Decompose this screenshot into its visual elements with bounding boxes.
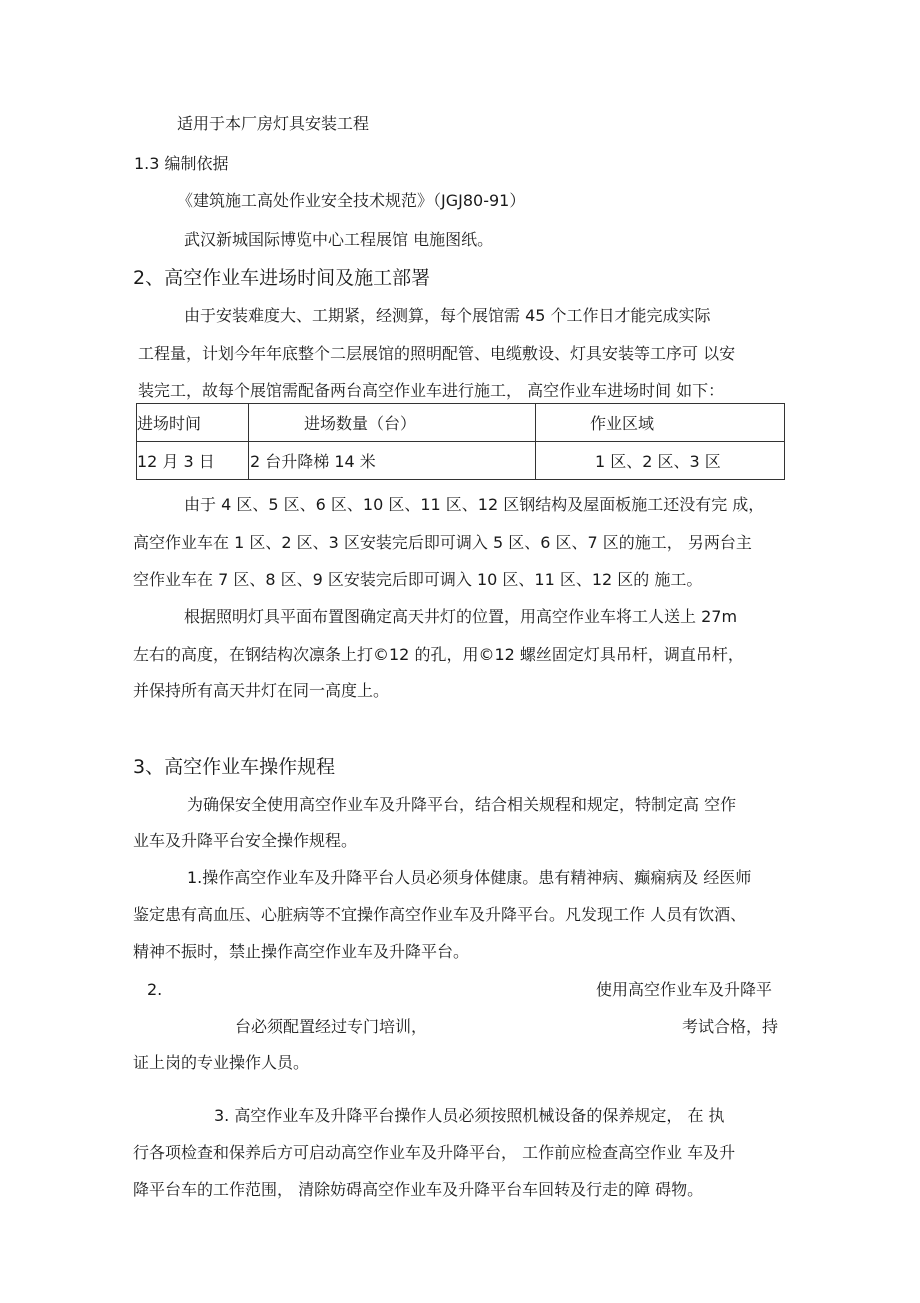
table-cell-text: 1 区、2 区、3 区 <box>595 452 721 471</box>
section-2-paragraph-1-line-1: 由于安装难度大、工期紧，经测算，每个展馆需 45 个工作日才能完成实际 <box>184 306 711 325</box>
table-cell-text: 2 台升降梯 14 米 <box>250 452 376 471</box>
table-cell <box>536 442 785 480</box>
table-header-cell <box>249 404 536 442</box>
section-2-title: 2、高空作业车进场时间及施工部署 <box>133 267 431 289</box>
section-2-paragraph-3-line-1: 根据照明灯具平面布置图确定高天井灯的位置，用高空作业车将工人送上 27m <box>184 607 738 626</box>
table-header-row <box>137 404 785 442</box>
section-2-paragraph-3-line-3: 并保持所有高天井灯在同一高度上。 <box>133 681 390 700</box>
section-1-3-title: 1.3 编制依据 <box>134 154 229 173</box>
rule-2-text-b: 台必须配置经过专门培训， <box>235 1017 428 1036</box>
rule-2-text-c: 考试合格，持 <box>682 1017 779 1036</box>
table-header-cell <box>536 404 785 442</box>
table-header-text: 作业区域 <box>590 414 655 433</box>
rule-3-line-2: 行各项检查和保养后方可启动高空作业车及升降平台， 工作前应检查高空作业 车及升 <box>133 1143 736 1162</box>
section-3-title: 3、高空作业车操作规程 <box>133 756 336 778</box>
rule-2-text-a: 使用高空作业车及升降平 <box>596 980 773 999</box>
basis-item-1: 《建筑施工高处作业安全技术规范》（JGJ80-91） <box>177 191 526 210</box>
rule-1-line-3: 精神不振时，禁止操作高空作业车及升降平台。 <box>133 942 470 961</box>
section-2-paragraph-2-line-3: 空作业车在 7 区、8 区、9 区安装完后即可调入 10 区、11 区、12 区的 施工。 <box>133 570 703 589</box>
rule-1-line-1: 1.操作高空作业车及升降平台人员必须身体健康。患有精神病、癫痫病及 经医师 <box>187 868 752 887</box>
section-3-paragraph-1-line-2: 业车及升降平台安全操作规程。 <box>133 831 358 850</box>
section-2-paragraph-2-line-1: 由于 4 区、5 区、6 区、10 区、11 区、12 区钢结构及屋面板施工还没有完 成， <box>184 495 765 514</box>
scope-text: 适用于本厂房灯具安装工程 <box>177 114 370 133</box>
rule-2-number: 2. <box>147 980 163 999</box>
rule-2-text-d: 证上岗的专业操作人员。 <box>133 1053 310 1072</box>
entry-schedule-table <box>136 403 785 480</box>
basis-item-2: 武汉新城国际博览中心工程展馆 电施图纸。 <box>184 230 494 249</box>
table-cell-text: 12 月 3 日 <box>137 452 215 471</box>
section-2-paragraph-2-line-2: 高空作业车在 1 区、2 区、3 区安装完后即可调入 5 区、6 区、7 区的施工， 另两台主 <box>133 533 752 552</box>
section-3-paragraph-1-line-1: 为确保安全使用高空作业车及升降平台，结合相关规程和规定，特制定高 空作 <box>187 795 737 814</box>
rule-1-line-2: 鉴定患有高血压、心脏病等不宜操作高空作业车及升降平台。凡发现工作 人员有饮酒、 <box>133 905 747 924</box>
table-row <box>137 442 785 480</box>
rule-3-line-1: 3. 高空作业车及升降平台操作人员必须按照机械设备的保养规定， 在 执 <box>214 1106 725 1125</box>
table-cell <box>249 442 536 480</box>
table-header-cell <box>137 404 249 442</box>
section-2-paragraph-1-line-3: 装完工，故每个展馆需配备两台高空作业车进行施工， 高空作业车进场时间 如下： <box>138 381 725 400</box>
rule-3-line-3: 降平台车的工作范围， 清除妨碍高空作业车及升降平台车回转及行走的障 碍物。 <box>133 1180 704 1199</box>
table-header-text: 进场数量（台） <box>304 414 417 433</box>
table-header-text: 进场时间 <box>137 414 202 433</box>
table-cell <box>137 442 249 480</box>
section-2-paragraph-3-line-2: 左右的高度，在钢结构次凛条上打©12 的孔，用©12 螺丝固定灯具吊杆，调直吊杆， <box>133 645 744 664</box>
section-2-paragraph-1-line-2: 工程量，计划今年年底整个二层展馆的照明配管、电缆敷设、灯具安装等工序可 以安 <box>138 344 736 363</box>
